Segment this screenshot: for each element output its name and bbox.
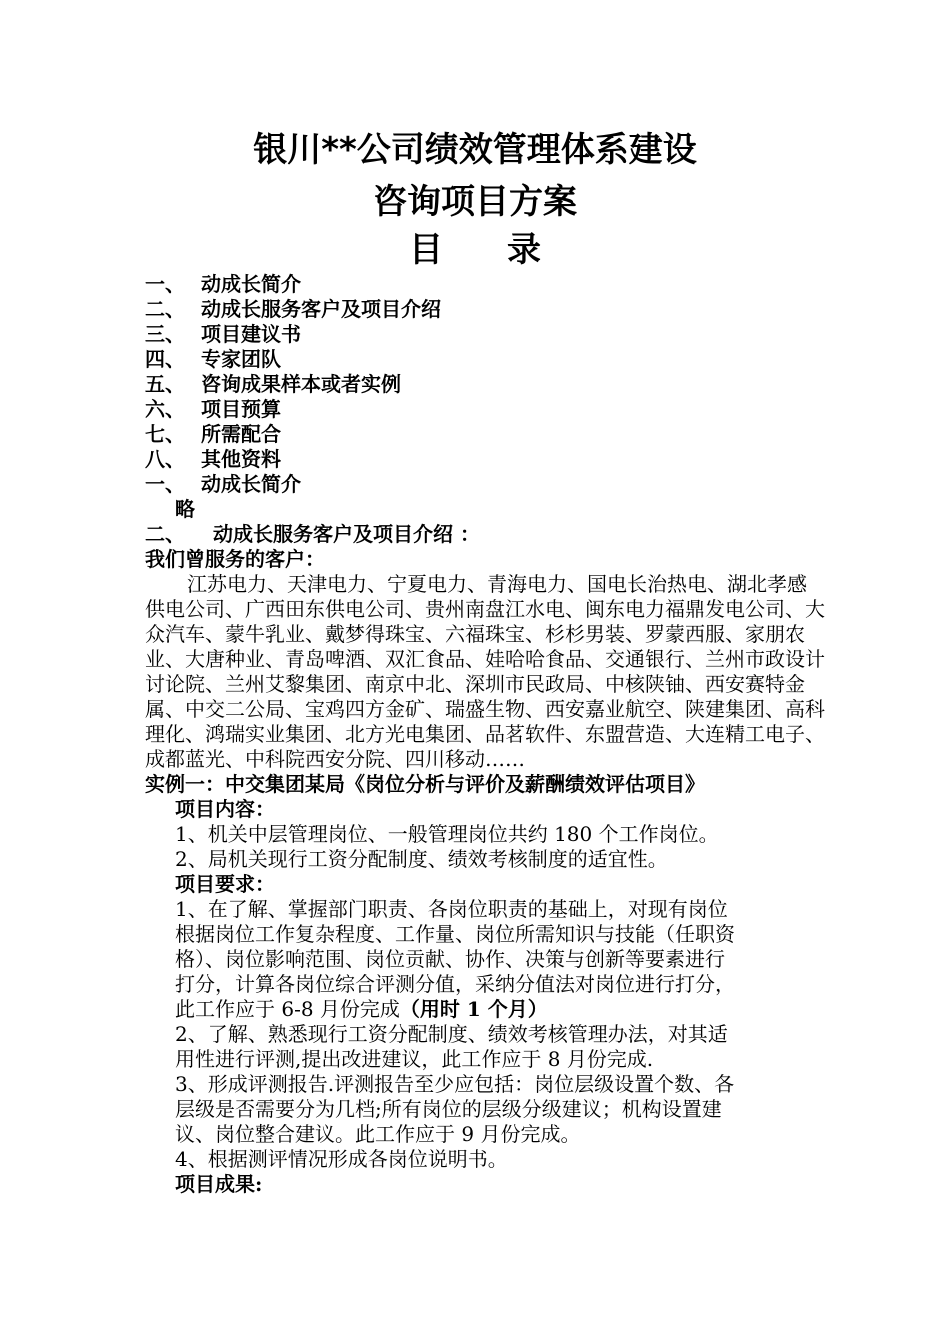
requirement-2-line: 用性进行评测,提出改进建议，此工作应于 8 月份完成. (175, 1047, 654, 1071)
toc-item (145, 372, 825, 397)
project-content-item: 1、机关中层管理岗位、一般管理岗位共约 180 个工作岗位。 (175, 822, 719, 846)
section-1-body: 略 (175, 497, 195, 521)
requirement-1-line: 1、在了解、掌握部门职责、各岗位职责的基础上，对现有岗位 (175, 897, 728, 921)
project-content-heading: 项目内容： (175, 797, 275, 821)
toc-item-number: 二、 (145, 297, 185, 321)
requirement-3-line: 3、形成评测报告.评测报告至少应包括：岗位层级设置个数、各 (175, 1072, 735, 1096)
requirement-1-line: 根据岗位工作复杂程度、工作量、岗位所需知识与技能（任职资 (175, 922, 735, 946)
toc-item (145, 397, 825, 422)
toc-item-number: 八、 (145, 447, 185, 471)
toc-heading-char-a: 目 (409, 230, 443, 270)
section-title: 动成长服务客户及项目介绍 ： (213, 522, 480, 546)
toc-item-label: 咨询成果样本或者实例 (201, 372, 401, 396)
toc-item-number: 六、 (145, 397, 185, 421)
project-requirements-heading: 项目要求： (175, 872, 275, 896)
requirement-3-line: 层级是否需要分为几档;所有岗位的层级分级建议；机构设置建 (175, 1097, 722, 1121)
requirement-1-line: 打分，计算各岗位综合评测分值，采纳分值法对岗位进行打分， (175, 972, 735, 996)
toc-item-number: 四、 (145, 347, 185, 371)
document-title-line1: 银川**公司绩效管理体系建设 (253, 130, 697, 170)
requirement-1-line (145, 997, 825, 1022)
example-1-title: 实例一：中交集团某局《岗位分析与评价及薪酬绩效评估项目》 (145, 772, 705, 796)
section-title: 动成长简介 (201, 472, 301, 496)
requirement-1-deadline: 此工作应于 6-8 月份完成 (175, 997, 400, 1021)
requirement-3-line: 议、岗位整合建议。此工作应于 9 月份完成。 (175, 1122, 581, 1146)
requirement-1-duration: （用时 1 个月） (399, 997, 548, 1021)
toc-item-label: 专家团队 (201, 347, 281, 371)
toc-item (145, 347, 825, 372)
toc-item-number: 三、 (145, 322, 185, 346)
toc-item-number: 五、 (145, 372, 185, 396)
document-body (145, 272, 825, 1197)
toc-item-number: 一、 (145, 272, 185, 296)
toc-item (145, 272, 825, 297)
toc-heading (0, 228, 950, 272)
section-number: 二、 (145, 522, 185, 546)
requirement-4-line: 4、根据测评情况形成各岗位说明书。 (175, 1147, 508, 1171)
project-results-heading: 项目成果: (175, 1172, 263, 1196)
toc-item (145, 422, 825, 447)
clients-heading: 我们曾服务的客户： (145, 547, 325, 571)
toc-item (145, 322, 825, 347)
section-number: 一、 (145, 472, 185, 496)
toc-item-label: 所需配合 (201, 422, 281, 446)
toc-item (145, 447, 825, 472)
toc-item-label: 动成长服务客户及项目介绍 (201, 297, 441, 321)
toc-heading-char-b: 录 (507, 230, 541, 270)
clients-paragraph: 江苏电力、天津电力、宁夏电力、青海电力、国电长治热电、湖北孝感供电公司、广西田东供电公司、贵州南盘江水电、闽东电力福鼎发电公司、大众汽车、蒙牛乳业、戴梦得珠宝、六福珠宝、杉杉男装、罗蒙西服、家朋农业、大唐种业、青岛啤酒、双汇食品、娃哈哈食品、交通银行、兰州市政设计讨论院、兰州艾黎集团、南京中北、深圳市民政局、中核陕铀、西安赛特金属、中交二公局、宝鸡四方金矿、瑞盛生物、西安嘉业航空、陕建集团、高科理化、鸿瑞实业集团、北方光电集团、品茗软件、东盟营造、大连精工电子、成都蓝光、中科院西安分院、四川移动…… (145, 572, 825, 771)
toc-item-label: 项目预算 (201, 397, 281, 421)
section-heading-1 (145, 472, 825, 497)
toc-item-label: 其他资料 (201, 447, 281, 471)
toc-item (145, 297, 825, 322)
section-heading-2 (145, 522, 825, 547)
toc-item-label: 项目建议书 (201, 322, 301, 346)
toc-item-label: 动成长简介 (201, 272, 301, 296)
document-title-line2: 咨询项目方案 (373, 182, 577, 222)
project-content-item: 2、局机关现行工资分配制度、绩效考核制度的适宜性。 (175, 847, 668, 871)
requirement-1-line: 格）、岗位影响范围、岗位贡献、协作、决策与创新等要素进行 (175, 947, 725, 971)
requirement-2-line: 2、了解、熟悉现行工资分配制度、绩效考核管理办法，对其适 (175, 1022, 728, 1046)
toc-item-number: 七、 (145, 422, 185, 446)
